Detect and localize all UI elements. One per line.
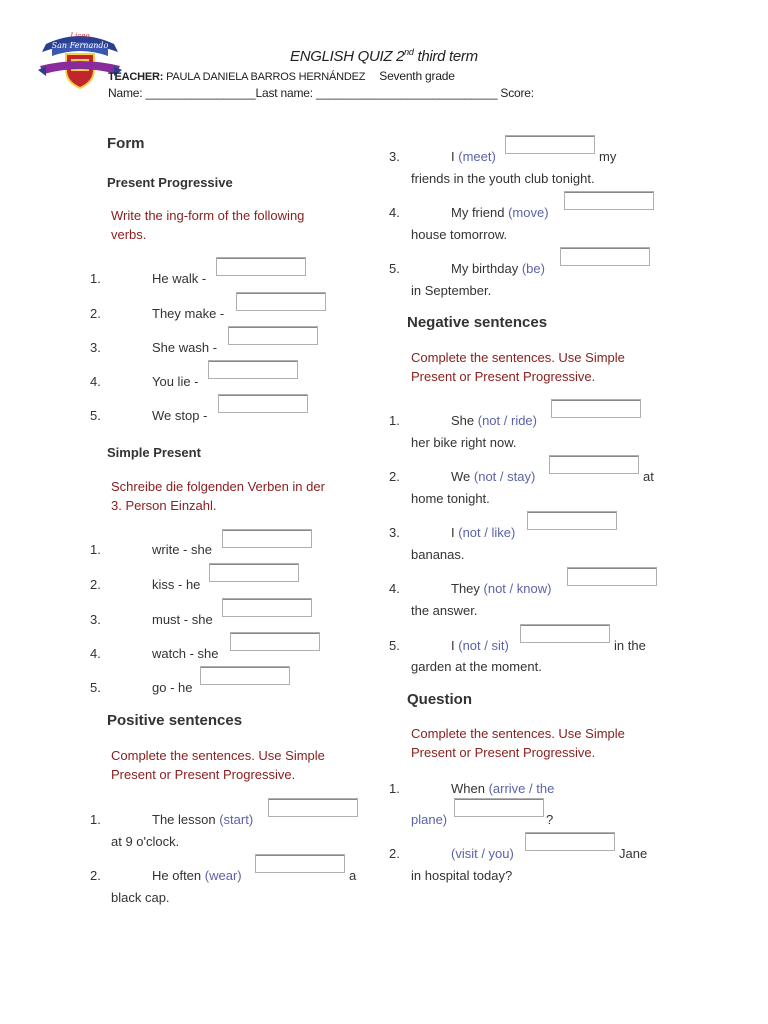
- list-number: 2.: [90, 577, 101, 592]
- neg-instruction: Complete the sentences. Use Simple Present or Present Progressive.: [411, 350, 625, 384]
- pp-instruction: Write the ing-form of the following verbs.: [111, 208, 305, 242]
- sp-instruction: Schreibe die folgenden Verben in der 3. Person Einzahl.: [111, 479, 325, 513]
- answer-field[interactable]: [551, 399, 641, 418]
- list-number: 4.: [389, 581, 400, 596]
- sentence-text: They (not / know): [451, 581, 552, 596]
- sentence-verb-line2: plane): [411, 812, 448, 827]
- list-number: 1.: [389, 781, 400, 796]
- svg-text:San Fernando: San Fernando: [51, 41, 109, 50]
- answer-field[interactable]: [222, 598, 312, 617]
- answer-field[interactable]: [525, 832, 615, 851]
- sentence-text: I (meet): [451, 149, 496, 164]
- answer-field[interactable]: [560, 247, 650, 266]
- list-number: 2.: [90, 868, 101, 883]
- form-heading: Form: [107, 135, 145, 152]
- sentence-post: a: [349, 868, 357, 883]
- negative-sentences-heading: Negative sentences: [407, 314, 548, 331]
- sentence-line2: friends in the youth club tonight.: [411, 171, 595, 186]
- item-text: We stop -: [152, 408, 208, 423]
- list-number: 3.: [90, 340, 101, 355]
- item-text: You lie -: [152, 374, 199, 389]
- item-text: kiss - he: [152, 577, 201, 592]
- sentence-post: my: [599, 149, 617, 164]
- sentence-post: in the: [614, 638, 646, 653]
- sentence-text: We (not / stay): [451, 469, 536, 484]
- item-text: write - she: [152, 542, 212, 557]
- answer-field[interactable]: [209, 563, 299, 582]
- sentence-text: The lesson (start): [152, 812, 254, 827]
- simple-present-heading: Simple Present: [107, 445, 201, 460]
- list-number: 5.: [389, 638, 400, 653]
- answer-field[interactable]: [216, 257, 306, 276]
- answer-field[interactable]: [208, 360, 298, 379]
- sentence-line2: garden at the moment.: [411, 659, 542, 674]
- list-number: 4.: [90, 374, 101, 389]
- present-progressive-heading: Present Progressive: [107, 175, 233, 190]
- answer-field[interactable]: [505, 135, 595, 154]
- sentence-post: Jane: [619, 846, 648, 861]
- list-number: 1.: [389, 413, 400, 428]
- answer-field[interactable]: [549, 455, 639, 474]
- list-number: 3.: [389, 149, 400, 164]
- svg-text:Liceo: Liceo: [70, 32, 90, 40]
- positive-sentences-heading: Positive sentences: [107, 712, 243, 729]
- list-number: 4.: [90, 646, 101, 661]
- list-number: 5.: [90, 408, 101, 423]
- teacher-label: TEACHER:: [108, 71, 164, 83]
- answer-field[interactable]: [222, 529, 312, 548]
- sentence-text: She (not / ride): [451, 413, 537, 428]
- sentence-line2: house tomorrow.: [411, 227, 508, 242]
- item-text: go - he: [152, 680, 193, 695]
- sentence-text: My friend (move): [451, 205, 549, 220]
- sentence-post: at: [643, 469, 654, 484]
- item-text: watch - she: [152, 646, 219, 661]
- sentence-text: I (not / like): [451, 525, 516, 540]
- name-row: Name: _________________Last name: ____________________________ Score:: [108, 86, 534, 100]
- sentence-line2: in hospital today?: [411, 868, 513, 883]
- item-text: She wash -: [152, 340, 218, 355]
- answer-field[interactable]: [527, 511, 617, 530]
- answer-field[interactable]: [454, 798, 544, 817]
- teacher-line: [108, 69, 455, 83]
- sentence-line2: the answer.: [411, 603, 478, 618]
- answer-field[interactable]: [268, 798, 358, 817]
- list-number: 3.: [389, 525, 400, 540]
- sentence-post: ?: [546, 812, 554, 827]
- list-number: 1.: [90, 542, 101, 557]
- quiz-title: ENGLISH QUIZ 2nd third term: [290, 47, 478, 65]
- item-text: They make -: [152, 306, 225, 321]
- answer-field[interactable]: [228, 326, 318, 345]
- pos-instruction: Complete the sentences. Use Simple Present or Present Progressive.: [111, 748, 325, 782]
- sentence-verb: (visit / you): [451, 846, 514, 861]
- sentence-line2: home tonight.: [411, 491, 490, 506]
- list-number: 5.: [90, 680, 101, 695]
- q-instruction: Complete the sentences. Use Simple Present or Present Progressive.: [411, 726, 625, 760]
- list-number: 5.: [389, 261, 400, 276]
- answer-field[interactable]: [520, 624, 610, 643]
- list-number: 3.: [90, 612, 101, 627]
- sentence-line2: at 9 o'clock.: [111, 834, 180, 849]
- list-number: 1.: [90, 271, 101, 286]
- grade: Seventh grade: [379, 69, 455, 83]
- answer-field[interactable]: [564, 191, 654, 210]
- answer-field[interactable]: [567, 567, 657, 586]
- answer-field[interactable]: [236, 292, 326, 311]
- sentence-line2: in September.: [411, 283, 492, 298]
- list-number: 2.: [389, 846, 400, 861]
- answer-field[interactable]: [200, 666, 290, 685]
- question-heading: Question: [407, 691, 473, 708]
- answer-field[interactable]: [218, 394, 308, 413]
- teacher-name: PAULA DANIELA BARROS HERNÁNDEZ: [166, 71, 366, 83]
- list-number: 1.: [90, 812, 101, 827]
- item-text: He walk -: [152, 271, 207, 286]
- sentence-line2: black cap.: [111, 890, 170, 905]
- sentence-text: I (not / sit): [451, 638, 509, 653]
- answer-field[interactable]: [230, 632, 320, 651]
- sentence-text: He often (wear): [152, 868, 242, 883]
- answer-field[interactable]: [255, 854, 345, 873]
- sentence-line2: bananas.: [411, 547, 465, 562]
- item-text: must - she: [152, 612, 213, 627]
- sentence-line2: her bike right now.: [411, 435, 517, 450]
- sentence-text: My birthday (be): [451, 261, 545, 276]
- sentence-text: When (arrive / the: [451, 781, 555, 796]
- list-number: 2.: [389, 469, 400, 484]
- list-number: 4.: [389, 205, 400, 220]
- list-number: 2.: [90, 306, 101, 321]
